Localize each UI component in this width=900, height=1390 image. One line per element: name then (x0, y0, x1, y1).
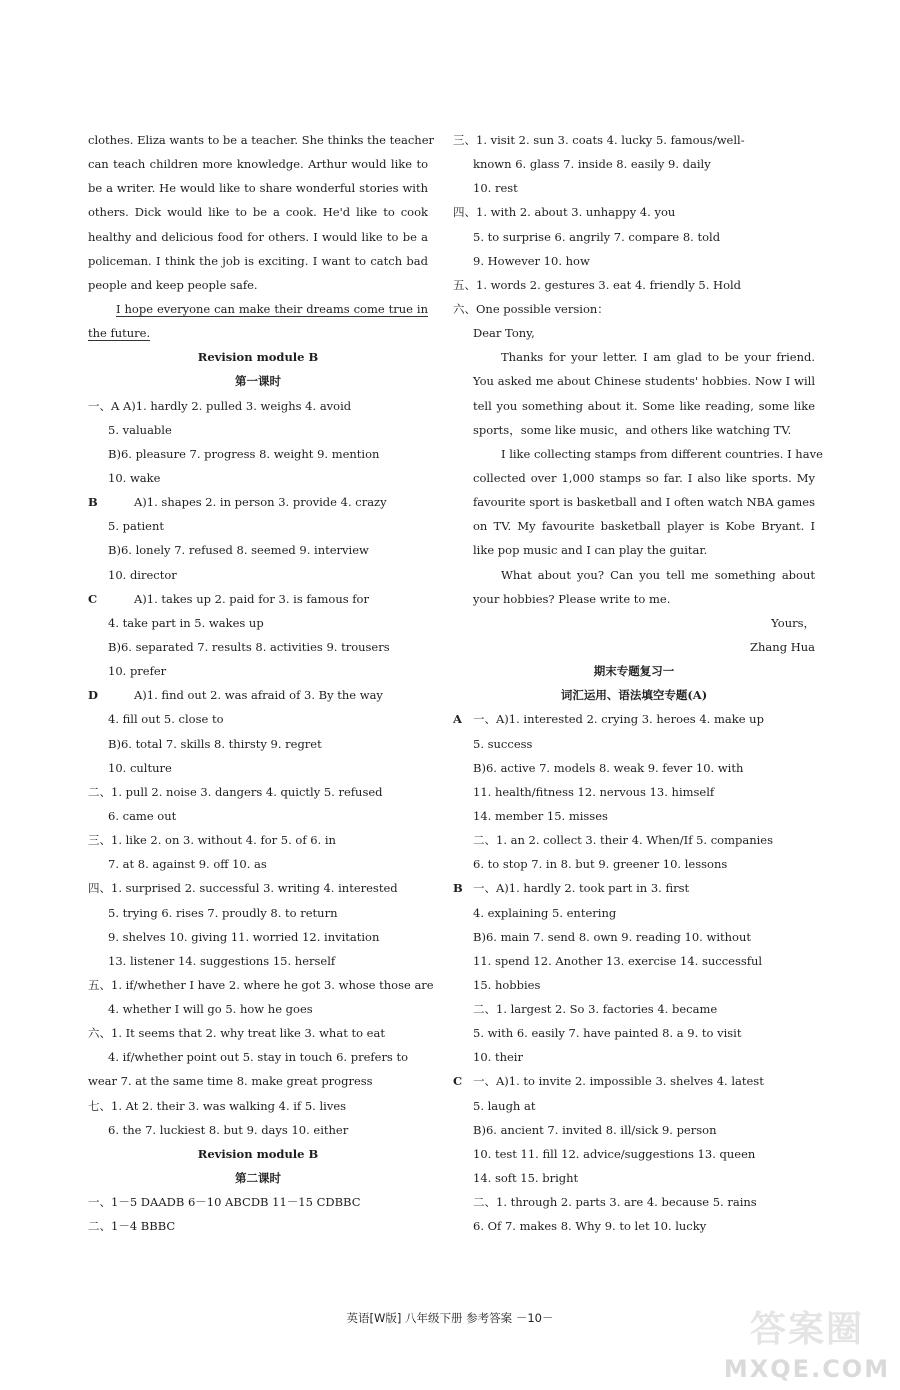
line-text: 四、1. with 2. about 3. unhappy 4. you (453, 205, 676, 220)
line-text: policeman. I think the job is exciting. I want to catch bad (88, 253, 428, 268)
line-text: Revision module B (197, 1146, 319, 1161)
line-text: 14. soft 15. bright (473, 1171, 579, 1186)
answer-line (88, 563, 428, 587)
line-text: You asked me about Chinese students' hobbies. Now I will (473, 374, 815, 389)
line-text: Yours， (771, 615, 815, 630)
line-text: 期末专题复习一 (593, 664, 675, 679)
answer-line (453, 563, 815, 587)
answer-line (88, 152, 428, 176)
answer-line (453, 707, 815, 731)
watermark-url: MXQE.COM (723, 1355, 891, 1383)
line-text: B)6. total 7. skills 8. thirsty 9. regret (108, 736, 322, 751)
line-text: 13. listener 14. suggestions 15. herself (108, 953, 336, 968)
answer-line (453, 1118, 815, 1142)
answer-line (453, 538, 815, 562)
answer-line (88, 949, 428, 973)
line-text: 二、1. pull 2. noise 3. dangers 4. quictly 5. refused (88, 784, 383, 799)
answer-line (88, 514, 428, 538)
section-letter: B (453, 881, 463, 896)
line-text: 第二课时 (235, 1171, 281, 1186)
answer-line (453, 780, 815, 804)
line-text: 5. valuable (108, 422, 172, 437)
line-text: 15. hobbies (473, 977, 541, 992)
line-text: 4. if/whether point out 5. stay in touch 6. prefers to (108, 1050, 409, 1065)
answer-line (88, 707, 428, 731)
line-text: 二、1. through 2. parts 3. are 4. because 5. rains (473, 1195, 757, 1210)
line-text: 9. shelves 10. giving 11. worried 12. invitation (108, 929, 380, 944)
line-text: B)6. pleasure 7. progress 8. weight 9. mention (108, 446, 380, 461)
answer-line (453, 1094, 815, 1118)
answer-line (453, 225, 815, 249)
line-text: B)6. active 7. models 8. weak 9. fever 10. with (473, 760, 744, 775)
line-text: the future. (88, 326, 151, 341)
answer-line (453, 804, 815, 828)
watermark-text: 答案圈 (749, 1309, 864, 1350)
answer-line (453, 901, 815, 925)
line-text: 五、1. if/whether I have 2. where he got 3. whose those are (88, 977, 434, 992)
answer-line (453, 1166, 815, 1190)
line-text: 5. trying 6. rises 7. proudly 8. to return (108, 905, 338, 920)
answer-line (88, 321, 428, 345)
answer-line (88, 176, 428, 200)
answer-line (88, 828, 428, 852)
answer-line (88, 732, 428, 756)
line-text: 二、1. an 2. collect 3. their 4. When/If 5. companies (473, 833, 774, 848)
answer-line (88, 490, 428, 514)
answer-line (88, 611, 428, 635)
answer-line (453, 418, 815, 442)
line-text: 6. the 7. luckiest 8. but 9. days 10. either (108, 1122, 349, 1137)
line-text: 6. to stop 7. in 8. but 9. greener 10. lessons (473, 857, 728, 872)
right-column (453, 128, 823, 1238)
line-text: 一、1－5 DAADB 6－10 ABCDB 11－15 CDBBC (88, 1195, 361, 1210)
answer-line (88, 635, 428, 659)
answer-line (453, 587, 815, 611)
line-text: 10. prefer (108, 664, 167, 679)
section-letter: A (453, 712, 462, 727)
answer-line (88, 925, 428, 949)
answer-line (453, 949, 815, 973)
answer-line (88, 1094, 428, 1118)
line-text: 一、A)1. to invite 2. impossible 3. shelves 4. latest (473, 1074, 764, 1089)
line-text: 9. However 10. how (473, 253, 590, 268)
answer-line (453, 732, 815, 756)
line-text: known 6. glass 7. inside 8. easily 9. daily (473, 157, 711, 172)
answer-line (88, 587, 428, 611)
answer-line (453, 273, 815, 297)
answer-line (88, 876, 428, 900)
line-text: 5. with 6. easily 7. have painted 8. a 9. to visit (473, 1026, 742, 1041)
line-text: 11. spend 12. Another 13. exercise 14. successful (473, 953, 763, 968)
line-text: B)6. separated 7. results 8. activities 9. trousers (108, 639, 390, 654)
answer-line (453, 176, 815, 200)
page-footer: 英语[W版] 八年级下册 参考答案 －10－ (346, 1311, 554, 1325)
answer-line (88, 297, 428, 321)
answer-line (453, 200, 815, 224)
line-text: be a writer. He would like to share wonderful stories with (88, 181, 428, 196)
answer-line (453, 128, 815, 152)
answer-line (88, 901, 428, 925)
line-text: 一、A)1. interested 2. crying 3. heroes 4. make up (473, 712, 764, 727)
section-letter: C (88, 591, 98, 606)
line-text: 5. laugh at (473, 1098, 536, 1113)
line-text: collected over 1,000 stamps so far. I also like sports. My (473, 470, 815, 485)
line-text: 四、1. surprised 2. successful 3. writing 4. interested (88, 881, 398, 896)
line-text: 10. test 11. fill 12. advice/suggestions 13. queen (473, 1146, 756, 1161)
line-text: people and keep people safe. (88, 277, 258, 292)
answer-line (453, 442, 823, 466)
line-text: I like collecting stamps from different countries. I have (501, 446, 823, 461)
line-text: What about you? Can you tell me something about (501, 567, 815, 582)
line-text: 词汇运用、语法填空专题(A) (560, 688, 708, 703)
line-text: 5. success (473, 736, 533, 751)
answer-line (453, 1142, 815, 1166)
line-text: 4. whether I will go 5. how he goes (108, 1002, 313, 1017)
answer-line (88, 466, 428, 490)
section-letter: B (88, 495, 98, 510)
answer-line (88, 973, 434, 997)
line-text: 六、One possible version： (453, 301, 609, 316)
line-text: your hobbies? Please write to me. (473, 591, 671, 606)
line-text: 第一课时 (235, 374, 281, 389)
answer-line (88, 997, 428, 1021)
line-text: 二、1－4 BBBC (88, 1219, 176, 1234)
section-letter: C (453, 1074, 463, 1089)
line-text: 10. wake (108, 470, 161, 485)
answer-line (453, 828, 815, 852)
line-text: favourite sport is basketball and I often watch NBA games (473, 495, 815, 510)
line-text: tell you something about it. Some like reading, some like (473, 398, 815, 413)
answer-line (88, 273, 428, 297)
answer-line (88, 1069, 428, 1093)
line-text: 4. take part in 5. wakes up (108, 615, 264, 630)
answer-line (88, 852, 428, 876)
answer-line (88, 394, 428, 418)
section-letter: D (88, 688, 98, 703)
line-text: 10. rest (473, 181, 518, 196)
answer-line (88, 418, 428, 442)
line-text: 5. to surprise 6. angrily 7. compare 8. told (473, 229, 721, 244)
answer-line (453, 394, 815, 418)
line-text: 七、1. At 2. their 3. was walking 4. if 5. lives (88, 1098, 347, 1113)
answer-line (453, 997, 815, 1021)
line-text: 五、1. words 2. gestures 3. eat 4. friendly 5. Hold (453, 277, 742, 292)
line-text: Thanks for your letter. I am glad to be your friend. (501, 350, 815, 365)
line-text: I hope everyone can make their dreams come true in (116, 301, 428, 316)
line-text: 4. explaining 5. entering (473, 905, 617, 920)
answer-line (88, 780, 428, 804)
answer-line (453, 635, 815, 659)
line-text: 一、A A)1. hardly 2. pulled 3. weighs 4. avoid (88, 398, 352, 413)
answer-line (88, 345, 428, 369)
answer-line (453, 490, 815, 514)
line-text: wear 7. at the same time 8. make great progress (88, 1074, 373, 1089)
answer-line (88, 1166, 428, 1190)
answer-line (453, 345, 815, 369)
line-text: 10. culture (108, 760, 172, 775)
line-text: 6. came out (108, 808, 177, 823)
line-text: 一、A)1. hardly 2. took part in 3. first (473, 881, 690, 896)
answer-line (453, 1214, 815, 1238)
answer-line (88, 442, 428, 466)
answer-line (453, 756, 815, 780)
line-text: 六、1. It seems that 2. why treat like 3. what to eat (88, 1026, 385, 1041)
answer-line (88, 225, 428, 249)
answer-line (453, 369, 815, 393)
answer-line (453, 1021, 815, 1045)
line-text: A)1. takes up 2. paid for 3. is famous for (134, 591, 369, 606)
answer-line (88, 1190, 428, 1214)
line-text: clothes. Eliza wants to be a teacher. She thinks the teacher (88, 133, 435, 147)
line-text: 10. their (473, 1050, 523, 1065)
answer-line (453, 514, 815, 538)
line-text: on TV. My favourite basketball player is Kobe Bryant. I (473, 519, 815, 534)
line-text: others. Dick would like to be a cook. He'd like to cook (88, 205, 428, 220)
line-text: 14. member 15. misses (473, 808, 608, 823)
answer-line (453, 249, 815, 273)
answer-line (88, 756, 428, 780)
answer-line (88, 538, 428, 562)
answer-line (453, 1190, 815, 1214)
line-text: 11. health/fitness 12. nervous 13. himself (473, 784, 715, 799)
line-text: 6. Of 7. makes 8. Why 9. to let 10. lucky (473, 1219, 707, 1234)
line-text: 10. director (108, 567, 177, 582)
line-text: B)6. main 7. send 8. own 9. reading 10. without (473, 929, 751, 944)
answer-line (453, 152, 815, 176)
answer-line (453, 925, 815, 949)
answer-line (88, 1142, 428, 1166)
answer-line (453, 1069, 815, 1093)
answer-line (453, 659, 815, 683)
answer-line (88, 128, 435, 152)
answer-line (453, 611, 815, 635)
line-text: B)6. lonely 7. refused 8. seemed 9. interview (108, 543, 369, 558)
answer-line (88, 369, 428, 393)
line-text: healthy and delicious food for others. I would like to be a (88, 229, 428, 244)
answer-line (88, 1045, 428, 1069)
line-text: 三、1. like 2. on 3. without 4. for 5. of 6. in (88, 833, 336, 848)
line-text: sports，some like music，and others like watching TV. (473, 422, 792, 437)
line-text: 7. at 8. against 9. off 10. as (108, 857, 267, 872)
answer-line (88, 804, 428, 828)
line-text: B)6. ancient 7. invited 8. ill/sick 9. person (473, 1122, 717, 1137)
line-text: can teach children more knowledge. Arthur would like to (88, 157, 428, 172)
answer-line (88, 659, 428, 683)
answer-line (88, 1021, 428, 1045)
left-column (88, 128, 435, 1238)
answer-line (453, 683, 815, 707)
line-text: 5. patient (108, 519, 164, 534)
line-text: Dear Tony, (473, 326, 535, 341)
line-text: 二、1. largest 2. So 3. factories 4. became (473, 1002, 718, 1017)
answer-line (453, 1045, 815, 1069)
answer-line (88, 249, 428, 273)
answer-line (453, 297, 815, 321)
line-text: A)1. find out 2. was afraid of 3. By the way (134, 688, 383, 703)
answer-line (453, 466, 815, 490)
answer-line (88, 1118, 428, 1142)
answer-line (88, 683, 428, 707)
line-text: 三、1. visit 2. sun 3. coats 4. lucky 5. famous/well- (453, 133, 745, 147)
answer-line (453, 973, 815, 997)
line-text: Revision module B (197, 350, 319, 365)
line-text: like pop music and I can play the guitar. (473, 543, 708, 558)
answer-line (453, 321, 815, 345)
answer-line (88, 200, 428, 224)
answer-line (88, 1214, 428, 1238)
answer-line (453, 876, 815, 900)
line-text: 4. fill out 5. close to (108, 712, 224, 727)
line-text: Zhang Hua (750, 639, 815, 654)
watermark-logo (722, 1306, 892, 1386)
answer-line (453, 852, 815, 876)
line-text: A)1. shapes 2. in person 3. provide 4. crazy (134, 495, 387, 510)
